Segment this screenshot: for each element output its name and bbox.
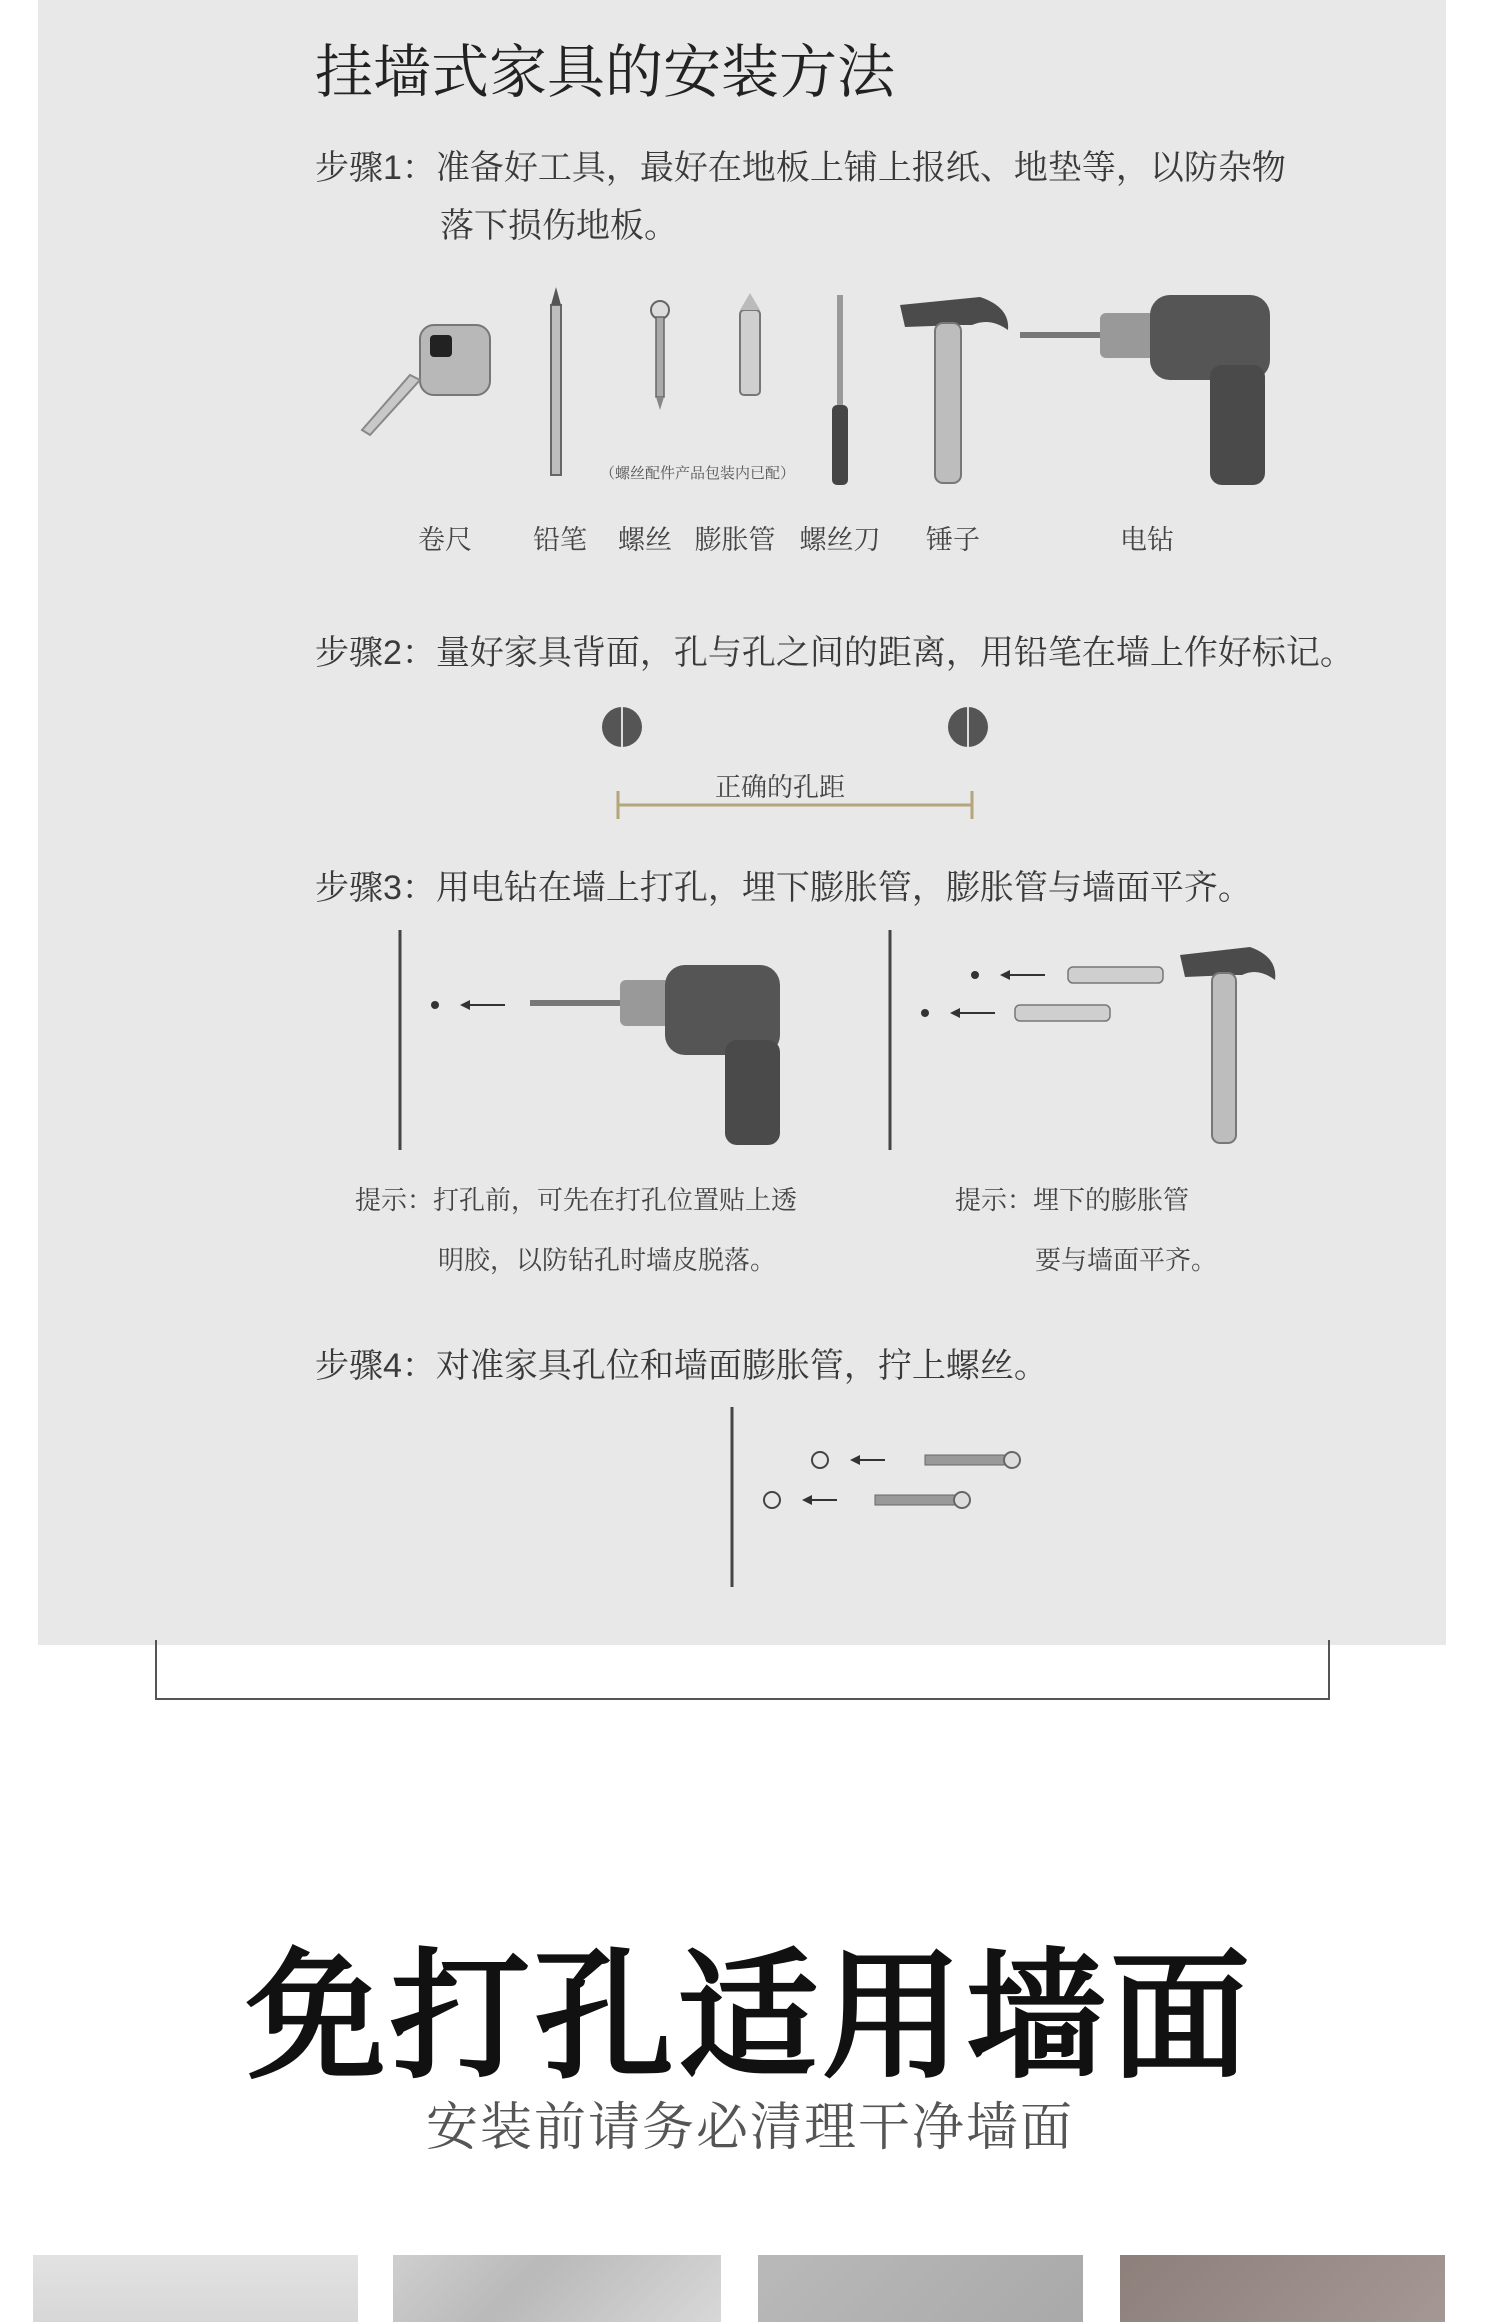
hint-left-line2: 明胶，以防钻孔时墙皮脱落。 [438,1245,777,1275]
page-title: 挂墙式家具的安装方法 [315,40,896,105]
section-title: 免打孔适用墙面 [245,1938,1254,2095]
hole-distance-diagram [590,695,1010,830]
hint-right-line2: 要与墙面平齐。 [1035,1245,1218,1275]
drill-icon [1020,295,1270,485]
step2-text: 步骤2：量好家具背面，孔与孔之间的距离，用铅笔在墙上作好标记。 [315,634,1354,672]
hole-mark-icon [602,707,642,747]
anchor-icon [1068,967,1163,983]
tools-illustration [360,285,1290,500]
anchor-icon [1015,1005,1110,1021]
screw-icon [651,301,669,410]
tape-measure-icon [362,325,490,435]
step3-text: 步骤3：用电钻在墙上打孔，埋下膨胀管，膨胀管与墙面平齐。 [315,869,1252,907]
step3-illustration [390,925,1310,1155]
step4-illustration [720,1405,1040,1590]
label-drill: 电钻 [1120,525,1174,555]
hole-mark-icon [948,707,988,747]
section-subtitle: 安装前请务必清理干净墙面 [425,2099,1074,2157]
label-hammer: 锤子 [926,525,980,555]
step4-text: 步骤4：对准家具孔位和墙面膨胀管，拧上螺丝。 [315,1347,1048,1385]
wall-sample-4 [1120,2255,1445,2322]
panel-frame [155,1640,1330,1700]
wall-sample-3 [758,2255,1083,2322]
anchor-icon [740,293,760,395]
label-pencil: 铅笔 [533,525,587,555]
wall-sample-2 [393,2255,721,2322]
label-tape: 卷尺 [418,525,472,555]
label-screwdriver: 螺丝刀 [799,525,881,555]
label-anchor: 膨胀管 [694,525,776,555]
hint-right-line1: 提示：埋下的膨胀管 [955,1185,1190,1215]
hammer-icon [1180,947,1275,1143]
hint-left-line1: 提示：打孔前，可先在打孔位置贴上透 [355,1185,798,1215]
screw-icon [925,1452,1020,1468]
distance-label: 正确的孔距 [715,772,846,802]
label-screw: 螺丝 [618,525,672,555]
screw-icon [875,1492,970,1508]
step1-line2: 落下损伤地板。 [440,207,678,245]
pencil-icon [551,287,561,475]
drill-icon [530,965,780,1145]
screw-note: （螺丝配件产品包装内已配） [600,465,796,482]
screwdriver-icon [832,295,848,485]
step1-line1: 步骤1：准备好工具，最好在地板上铺上报纸、地垫等，以防杂物 [315,149,1286,187]
hammer-icon [900,297,1008,483]
wall-sample-1 [33,2255,358,2322]
